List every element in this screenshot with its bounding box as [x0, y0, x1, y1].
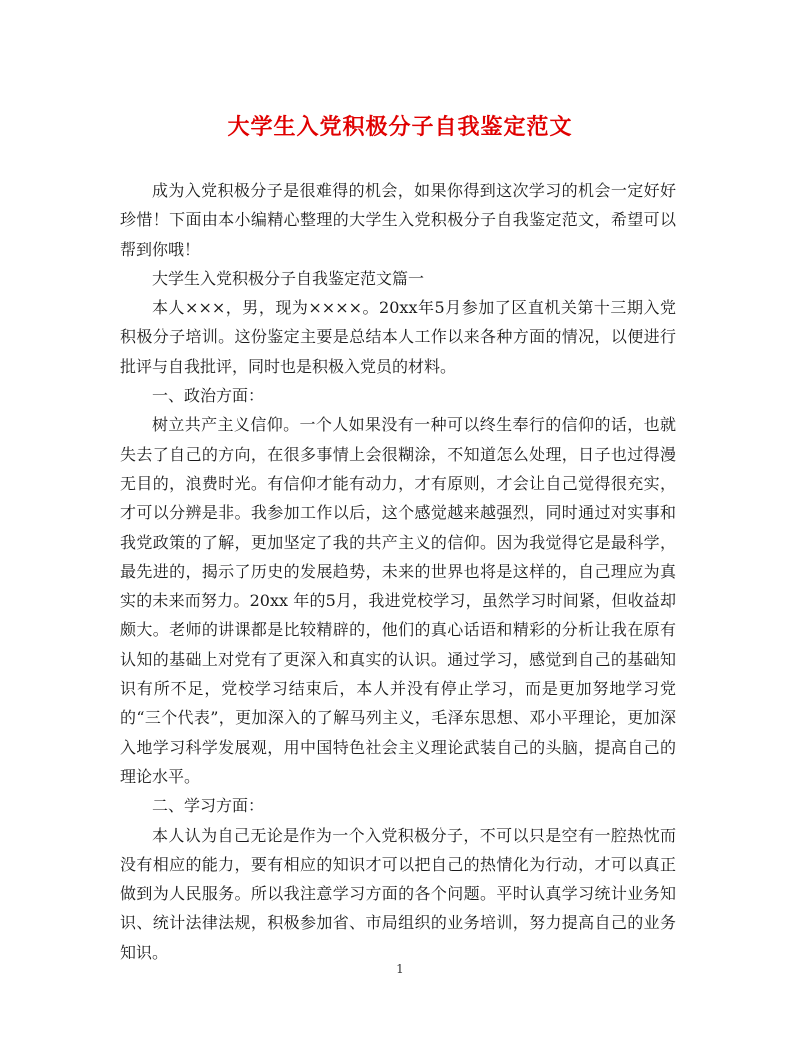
body-paragraph-political: 树立共产主义信仰。一个人如果没有一种可以终生奉行的信仰的话，也就失去了自己的方向，在很多事情上会很糊涂，不知道怎么处理，日子也过得漫无目的，浪费时光。有信仰才能有动力，才有原则，才会让自己觉得很充实，才可以分辨是非。我参加工作以后，这个感觉越来越强烈，同时通过对实事和我党政策的了解，更加坚定了我的共产主义的信仰。因为我觉得它是最科学，最先进的，揭示了历史的发展趋势，未来的世界也将是这样的，自己理应为真实的未来而努力。20xx 年的5月，我进党校学习，虽然学习时间紧，但收益却颇大。老师的讲课都是比较精辟的，他们的真心话语和精彩的分析让我在原有认知的基础上对党有了更深入和真实的认识。通过学习，感觉到自己的基础知识有所不足，党校学习结束后，本人并没有停止学习，而是更加努地学习党的“三个代表”，更加深入的了解马列主义，毛泽东思想、邓小平理论，更加深入地学习科学发展观，用中国特色社会主义理论武装自己的头脑，提高自己的理论水平。	[120, 415, 676, 786]
body-paragraph-study: 本人认为自己无论是作为一个入党积极分子，不可以只是空有一腔热忱而没有相应的能力，要有相应的知识才可以把自己的热情化为行动，才可以真正做到为人民服务。所以我注意学习方面的各个问题。平时认真学习统计业务知识、统计法律法规，积极参加省、市局组织的业务培训，努力提高自己的业务知识。	[120, 825, 676, 962]
page-number: 1	[396, 962, 404, 976]
document-body	[120, 176, 676, 967]
document-title: 大学生入党积极分子自我鉴定范文	[227, 114, 573, 140]
intro-paragraph: 成为入党积极分子是很难得的机会，如果你得到这次学习的机会一定好好珍惜！下面由本小编精心整理的大学生入党积极分子自我鉴定范文，希望可以帮到你哦！	[120, 181, 676, 259]
section-heading-study: 二、学习方面：	[152, 796, 265, 816]
body-paragraph-self-introduction: 本人×××，男，现为××××。20xx年5月参加了区直机关第十三期入党积极分子培训。这份鉴定主要是总结本人工作以来各种方面的情况，以便进行批评与自我批评，同时也是积极入党员的材料。	[120, 298, 676, 376]
section-heading-political: 一、政治方面：	[152, 386, 265, 406]
section-heading-sample-one: 大学生入党积极分子自我鉴定范文篇一	[152, 268, 425, 288]
